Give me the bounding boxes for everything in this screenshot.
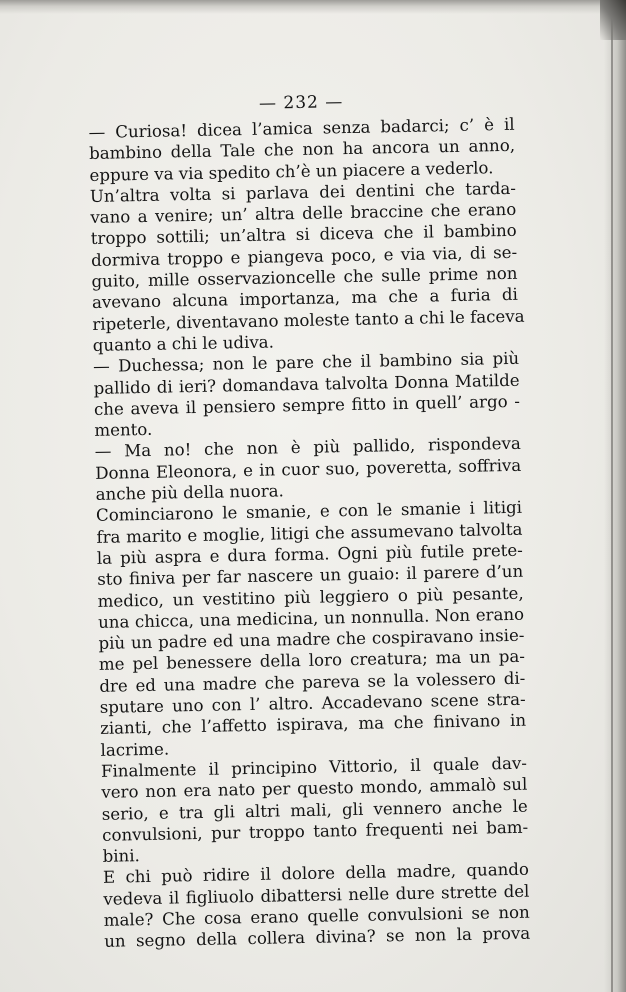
text-line: — Curiosa! dicea l’amica senza badarci; c’ è il — [88, 114, 515, 142]
text-line: mento. — [94, 419, 153, 441]
text-line: eppure va via spedito ch’è un piacere a vederlo. — [89, 157, 494, 185]
text-line: vero non era nato per questo mondo, ammalò sul — [101, 774, 528, 803]
text-line: un segno della collera divina? se non la prova — [104, 923, 531, 952]
text-line: bambino della Tale che non ha ancora un anno, — [88, 136, 516, 164]
text-line: E chi può ridire il dolore della madre, quando — [102, 860, 530, 888]
text-line: sputare uno con l’ altro. Accadevano scene stra- — [99, 689, 526, 717]
text-line: Cominciarono le smanie, e con le smanie i litigi — [95, 498, 523, 526]
text-line: anche più della nuora. — [95, 481, 285, 504]
text-line: — Ma no! che non è più pallido, rispondeva — [94, 434, 521, 462]
text-line: lacrime. — [100, 739, 170, 760]
text-line: ripeterle, diventavano moleste tanto a chi le faceva — [92, 306, 525, 334]
text-line: troppo sottili; un’altra si diceva che il bambino — [90, 221, 517, 249]
page-number: — 232 — — [258, 92, 344, 114]
page-corner-shadow — [600, 0, 626, 40]
page-top-edge — [0, 0, 626, 14]
text-line: che aveva il pensiero sempre fitto in quell’ argo - — [93, 391, 521, 419]
text-line: zianti, che l’affetto ispirava, ma che finivano in — [99, 711, 527, 739]
text-line: male? Che cosa erano quelle convulsioni se non — [103, 902, 530, 930]
text-line: medico, un vestitino più leggiero o più pesante, — [97, 583, 524, 611]
text-line: dormiva troppo e piangeva poco, e via via, di se- — [90, 242, 518, 270]
body-text — [88, 114, 530, 953]
text-line: Finalmente il principino Vittorio, il quale dav- — [100, 753, 528, 781]
text-line: guito, mille osservazioncelle che sulle prime non — [91, 263, 518, 292]
page-text-block — [88, 88, 530, 953]
text-line: serio, e tra gli altri mali, gli vennero anche le — [101, 796, 528, 824]
page-right-edge — [604, 0, 626, 992]
text-line: fra marito e moglie, litigi che assumevano talvolta — [96, 519, 523, 547]
text-line: sto finiva per far nascere un guaio: il parere d’un — [97, 561, 524, 590]
text-line: dre ed una madre che pareva se la volessero di- — [99, 668, 526, 696]
text-line: la più aspra e dura forma. Ogni più futile prete- — [96, 540, 523, 568]
page-binding-line — [611, 0, 613, 992]
text-line: me pel benessere della loro creatura; ma un pa- — [98, 647, 526, 675]
text-line: una chicca, una medicina, un nonnulla. Non erano — [97, 604, 525, 632]
text-line: avevano alcuna importanza, ma che a furia di — [91, 285, 519, 313]
text-line: Un’altra volta si parlava dei dentini che tarda- — [89, 178, 517, 206]
text-line: convulsioni, pur troppo tanto frequenti nei bam- — [102, 817, 529, 845]
text-line: vedeva il figliuolo dibattersi nelle dure strette del — [103, 881, 530, 909]
text-line: quanto a chi le udiva. — [92, 332, 275, 355]
text-line: — Duchessa; non le pare che il bambino sia più — [93, 349, 520, 377]
text-line: vano a venire; un’ altra delle braccine che erano — [90, 199, 517, 228]
text-line: più un padre ed una madre che cospiravano insie- — [98, 625, 525, 654]
text-line: bini. — [102, 846, 140, 866]
text-line: Donna Eleonora, e in cuor suo, poveretta, soffriva — [95, 455, 522, 483]
text-line: pallido di ieri? domandava talvolta Donna Matilde — [93, 370, 520, 398]
